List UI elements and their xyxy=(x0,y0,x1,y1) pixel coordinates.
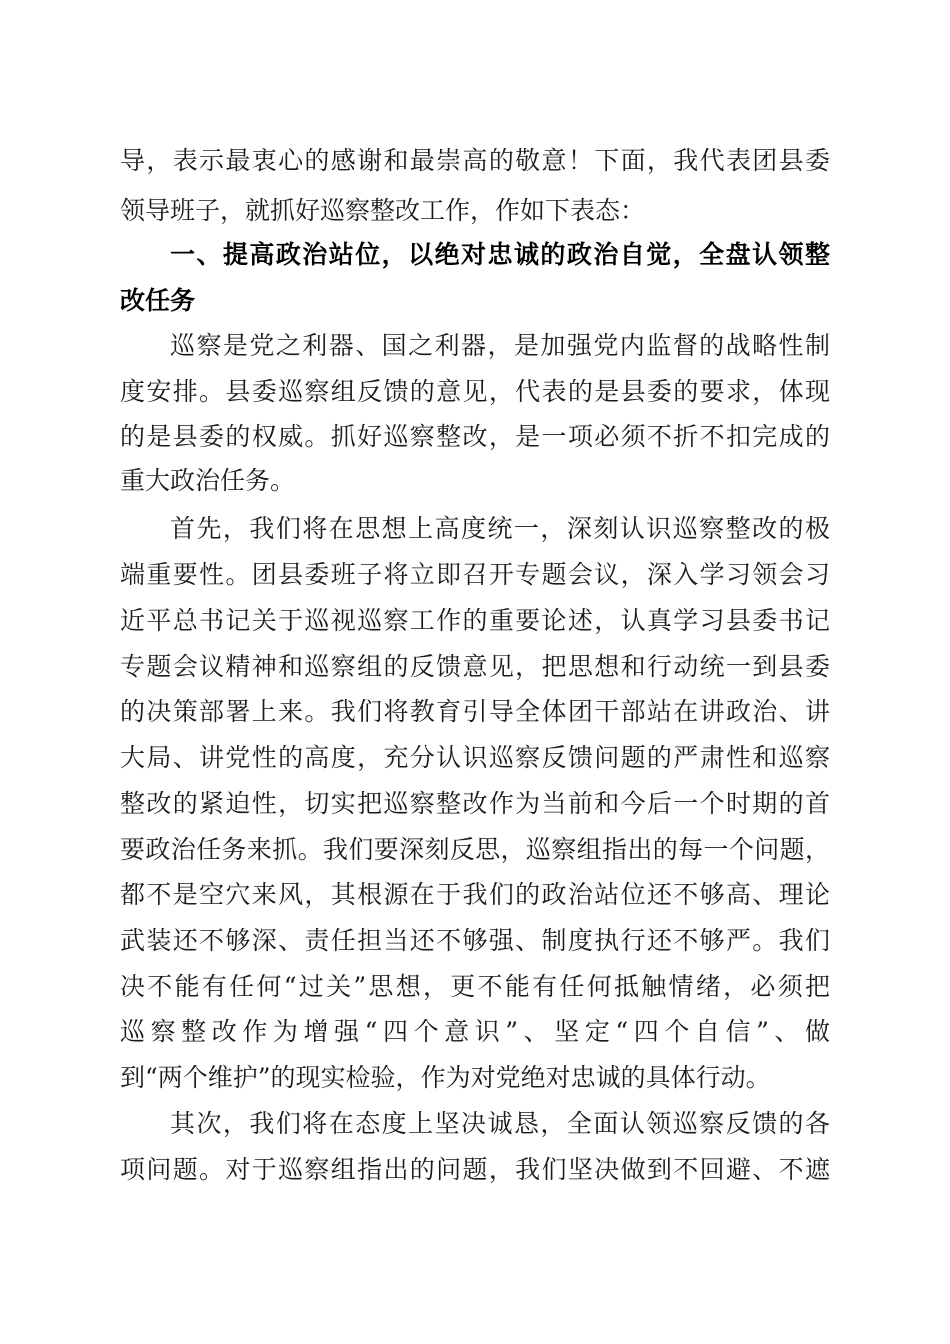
text-line-8: 重大政治任务。 xyxy=(120,466,296,495)
text-line-14: 大局、讲党性的高度，充分认识巡察反馈问题的严肃性和巡察 xyxy=(120,743,830,772)
text-line-10: 端重要性。团县委班子将立即召开专题会议，深入学习领会习 xyxy=(120,560,830,589)
text-line-20: 巡察整改作为增强“四个意识”、坚定“四个自信”、做 xyxy=(120,1017,830,1046)
text-line-2: 领导班子，就抓好巡察整改工作，作如下表态： xyxy=(120,196,646,225)
text-line-6: 度安排。县委巡察组反馈的意见，代表的是县委的要求，体现 xyxy=(120,377,830,406)
text-line-18: 武装还不够深、责任担当还不够强、制度执行还不够严。我们 xyxy=(120,926,830,955)
section-heading-line-1: 一、提高政治站位，以绝对忠诚的政治自觉，全盘认领整 xyxy=(170,240,830,269)
section-heading-line-2: 改任务 xyxy=(120,286,196,315)
text-line-22: 其次，我们将在态度上坚决诚恳，全面认领巡察反馈的各 xyxy=(170,1109,830,1138)
text-line-9: 首先，我们将在思想上高度统一，深刻认识巡察整改的极 xyxy=(170,514,830,543)
text-line-23: 项问题。对于巡察组指出的问题，我们坚决做到不回避、不遮 xyxy=(120,1155,830,1184)
text-line-7: 的是县委的权威。抓好巡察整改，是一项必须不折不扣完成的 xyxy=(120,422,830,451)
text-line-12: 专题会议精神和巡察组的反馈意见，把思想和行动统一到县委 xyxy=(120,652,830,681)
text-line-15: 整改的紧迫性，切实把巡察整改作为当前和今后一个时期的首 xyxy=(120,789,830,818)
text-line-1: 导，表示最衷心的感谢和最崇高的敬意！下面，我代表团县委 xyxy=(120,146,830,175)
text-line-19: 决不能有任何“过关”思想，更不能有任何抵触情绪，必须把 xyxy=(120,972,830,1001)
text-line-13: 的决策部署上来。我们将教育引导全体团干部站在讲政治、讲 xyxy=(120,697,830,726)
text-line-5: 巡察是党之利器、国之利器，是加强党内监督的战略性制 xyxy=(170,331,830,360)
text-line-21: 到“两个维护”的现实检验，作为对党绝对忠诚的具体行动。 xyxy=(120,1063,771,1092)
text-line-11: 近平总书记关于巡视巡察工作的重要论述，认真学习县委书记 xyxy=(120,606,830,635)
text-line-17: 都不是空穴来风，其根源在于我们的政治站位还不够高、理论 xyxy=(120,880,830,909)
text-line-16: 要政治任务来抓。我们要深刻反思，巡察组指出的每一个问题， xyxy=(120,835,830,864)
